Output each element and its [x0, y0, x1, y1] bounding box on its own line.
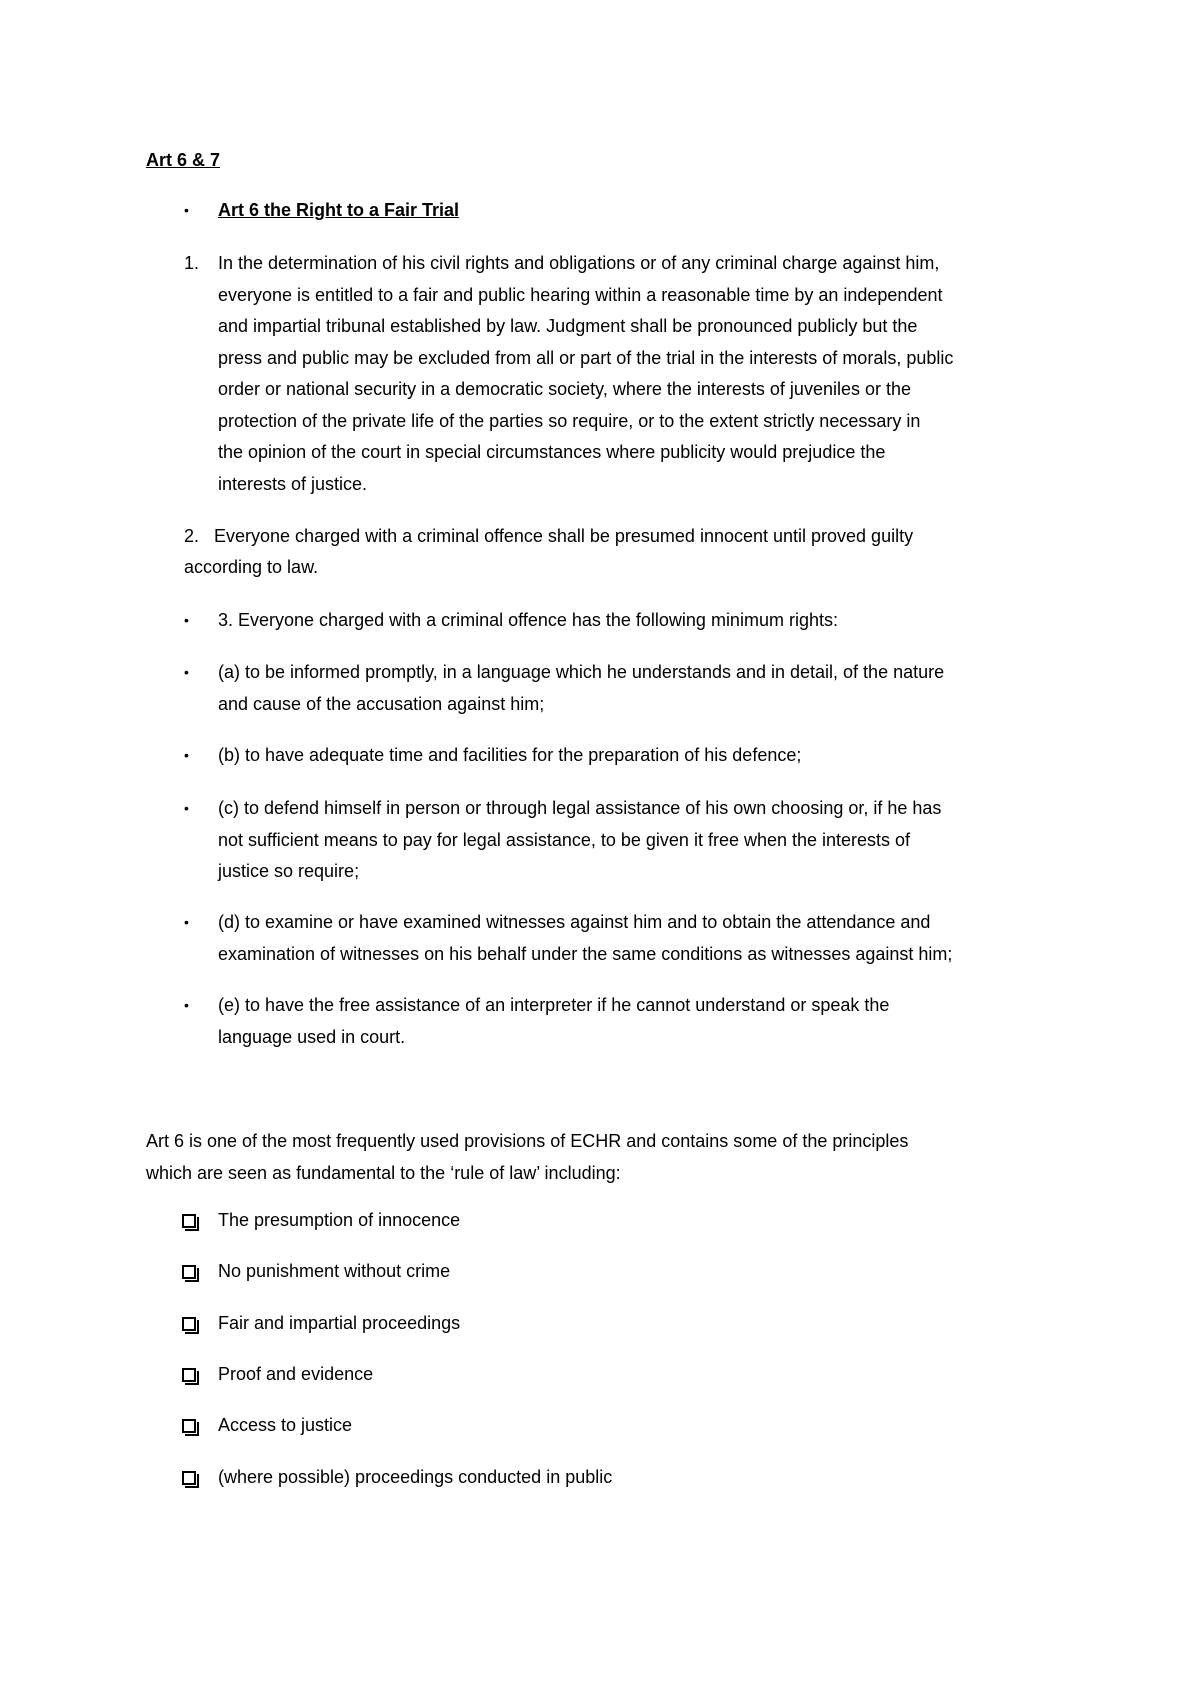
summary-line: which are seen as fundamental to the ‘rule of law’ including: [146, 1162, 621, 1183]
para1-line: In the determination of his civil rights and obligations or of any criminal charge against him, [218, 253, 940, 273]
bullet-icon: • [184, 664, 189, 680]
right-item-a [218, 657, 1098, 720]
checkbox-square-icon [182, 1214, 196, 1228]
bullet-icon: • [184, 202, 189, 218]
bullet-icon: • [184, 997, 189, 1013]
right-line: (b) to have adequate time and facilities for the preparation of his defence; [218, 745, 802, 765]
document-title: Art 6 & 7 [146, 150, 221, 170]
principle-item: No punishment without crime [218, 1261, 451, 1281]
checkbox-square-icon [182, 1368, 196, 1382]
principle-item: Access to justice [218, 1415, 353, 1435]
checkbox-square-icon [182, 1471, 196, 1485]
bullet-icon: • [184, 612, 189, 628]
summary-paragraph [146, 1126, 1026, 1189]
para1-line: order or national security in a democratic society, where the interests of juveniles or the [218, 379, 911, 399]
para1-text [218, 248, 1098, 500]
right-line: language used in court. [218, 1026, 406, 1047]
para2-line: according to law. [184, 557, 319, 577]
right-item-b [218, 740, 1098, 772]
right-line: (c) to defend himself in person or through legal assistance of his own choosing or, if he has [218, 798, 942, 818]
right-line: justice so require; [218, 861, 360, 881]
right-line: not sufficient means to pay for legal assistance, to be given it free when the interests of [218, 829, 911, 850]
checkbox-square-icon [182, 1265, 196, 1279]
right-item-e [218, 990, 1098, 1053]
principle-item: Fair and impartial proceedings [218, 1313, 461, 1333]
principle-item: Proof and evidence [218, 1364, 374, 1384]
para1-line: the opinion of the court in special circumstances where publicity would prejudice the [218, 442, 886, 462]
bullet-icon: • [184, 747, 189, 763]
right-line: (d) to examine or have examined witnesses against him and to obtain the attendance and [218, 912, 931, 932]
para1-line: and impartial tribunal established by law. Judgment shall be pronounced publicly but the [218, 316, 918, 336]
right-line: and cause of the accusation against him; [218, 693, 545, 714]
bullet-icon: • [184, 800, 189, 816]
article6-heading: Art 6 the Right to a Fair Trial [218, 200, 460, 220]
para2-line: 2. Everyone charged with a criminal offence shall be presumed innocent until proved guilty [184, 526, 914, 546]
checkbox-square-icon [182, 1317, 196, 1331]
para1-line: press and public may be excluded from all or part of the trial in the interests of morals, public [218, 347, 954, 368]
para1-line: protection of the private life of the parties so require, or to the extent strictly necessary in [218, 410, 921, 431]
principle-item: (where possible) proceedings conducted in public [218, 1467, 613, 1487]
right-item-3 [218, 605, 1098, 637]
para1-line: everyone is entitled to a fair and public hearing within a reasonable time by an independent [218, 284, 943, 305]
para1-line: interests of justice. [218, 473, 368, 494]
principle-item: The presumption of innocence [218, 1210, 461, 1230]
checkbox-square-icon [182, 1419, 196, 1433]
right-line: 3. Everyone charged with a criminal offence has the following minimum rights: [218, 610, 838, 630]
right-item-c [218, 793, 1098, 888]
para1-number: 1. [184, 253, 200, 273]
summary-line: Art 6 is one of the most frequently used provisions of ECHR and contains some of the principles [146, 1131, 909, 1151]
right-line: (a) to be informed promptly, in a language which he understands and in detail, of the nature [218, 662, 945, 682]
bullet-icon: • [184, 914, 189, 930]
right-line: (e) to have the free assistance of an interpreter if he cannot understand or speak the [218, 995, 890, 1015]
right-item-d [218, 907, 1098, 970]
right-line: examination of witnesses on his behalf under the same conditions as witnesses against him; [218, 943, 953, 964]
